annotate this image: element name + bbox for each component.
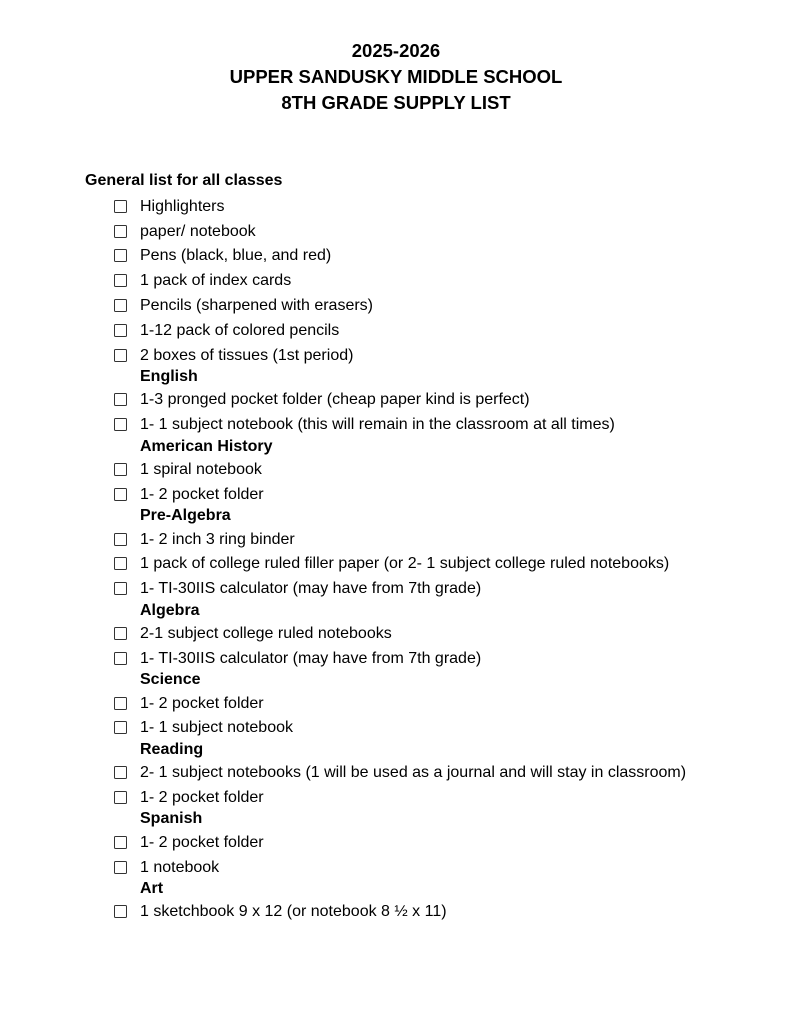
- section-heading-american-history: American History: [140, 437, 273, 455]
- checkbox[interactable]: [114, 418, 127, 431]
- item-label: 2-1 subject college ruled notebooks: [140, 625, 392, 643]
- checkbox[interactable]: [114, 393, 127, 406]
- item-label: Highlighters: [140, 197, 225, 215]
- list-item: [114, 900, 774, 925]
- item-label: 1- TI-30IIS calculator (may have from 7th grade): [140, 649, 482, 667]
- document-title: [0, 38, 792, 116]
- checkbox[interactable]: [114, 905, 127, 918]
- item-label: 2 boxes of tissues (1st period): [140, 346, 354, 364]
- checkbox[interactable]: [114, 836, 127, 849]
- list-item: [114, 293, 774, 318]
- list-item: [114, 388, 774, 413]
- list-item: [114, 621, 774, 646]
- item-label: Pencils (sharpened with erasers): [140, 297, 373, 315]
- section-heading-spanish: Spanish: [140, 810, 203, 828]
- list-item: [114, 457, 774, 482]
- item-label: 1- 1 subject notebook: [140, 719, 293, 737]
- item-label: 1 sketchbook 9 x 12 (or notebook 8 ½ x 11): [140, 903, 447, 921]
- item-label: 1 notebook: [140, 858, 220, 876]
- item-label: 1- 2 pocket folder: [140, 789, 264, 807]
- item-label: 1-3 pronged pocket folder (cheap paper kind is perfect): [140, 391, 530, 409]
- checkbox[interactable]: [114, 225, 127, 238]
- list-item: [114, 482, 774, 507]
- list-item: [114, 576, 774, 601]
- list-item: [114, 318, 774, 343]
- list-item: [114, 194, 774, 219]
- item-label: 1- 2 pocket folder: [140, 485, 264, 503]
- list-item: [114, 552, 774, 577]
- checkbox[interactable]: [114, 652, 127, 665]
- checkbox[interactable]: [114, 533, 127, 546]
- list-item: [114, 268, 774, 293]
- checkbox[interactable]: [114, 274, 127, 287]
- list-item: [114, 830, 774, 855]
- checkbox[interactable]: [114, 791, 127, 804]
- list-item: [114, 716, 774, 741]
- title-year: 2025-2026: [351, 40, 441, 61]
- item-label: 1 pack of college ruled filler paper (or 2- 1 subject college ruled notebooks): [140, 555, 670, 573]
- list-item: [114, 646, 774, 671]
- checkbox[interactable]: [114, 200, 127, 213]
- checkbox[interactable]: [114, 349, 127, 362]
- checkbox[interactable]: [114, 488, 127, 501]
- title-school: UPPER SANDUSKY MIDDLE SCHOOL: [229, 66, 563, 87]
- checkbox[interactable]: [114, 249, 127, 262]
- checkbox[interactable]: [114, 861, 127, 874]
- item-label: 1- 2 pocket folder: [140, 694, 264, 712]
- item-label: 1-12 pack of colored pencils: [140, 321, 340, 339]
- section-heading-reading: Reading: [140, 740, 204, 758]
- item-label: 1- 2 inch 3 ring binder: [140, 530, 295, 548]
- checkbox[interactable]: [114, 299, 127, 312]
- checkbox[interactable]: [114, 766, 127, 779]
- list-item: [114, 219, 774, 244]
- item-label: 1- 2 pocket folder: [140, 833, 264, 851]
- list-item: [114, 691, 774, 716]
- section-heading-algebra: Algebra: [140, 601, 200, 619]
- checkbox[interactable]: [114, 582, 127, 595]
- item-label: 1- TI-30IIS calculator (may have from 7th grade): [140, 580, 482, 598]
- list-item: [114, 527, 774, 552]
- list-item: [114, 855, 774, 880]
- checkbox[interactable]: [114, 324, 127, 337]
- item-label: Pens (black, blue, and red): [140, 247, 332, 265]
- checkbox[interactable]: [114, 721, 127, 734]
- list-item: [114, 412, 774, 437]
- item-label: 1 spiral notebook: [140, 461, 262, 479]
- title-list: 8TH GRADE SUPPLY LIST: [281, 92, 511, 113]
- checkbox[interactable]: [114, 697, 127, 710]
- checkbox[interactable]: [114, 463, 127, 476]
- item-label: 1 pack of index cards: [140, 272, 292, 290]
- section-heading-english: English: [140, 368, 198, 386]
- checkbox[interactable]: [114, 557, 127, 570]
- list-item: [114, 343, 774, 368]
- item-label: paper/ notebook: [140, 222, 256, 240]
- item-label: 1- 1 subject notebook (this will remain in the classroom at all times): [140, 416, 615, 434]
- item-label: 2- 1 subject notebooks (1 will be used as a journal and will stay in classroom): [140, 764, 687, 782]
- general-section-heading: General list for all classes: [85, 172, 283, 189]
- section-heading-pre-algebra: Pre-Algebra: [140, 507, 231, 525]
- list-item: [114, 785, 774, 810]
- supply-list: [114, 194, 774, 924]
- list-item: [114, 244, 774, 269]
- section-heading-science: Science: [140, 671, 201, 689]
- section-heading-art: Art: [140, 880, 164, 898]
- checkbox[interactable]: [114, 627, 127, 640]
- list-item: [114, 760, 774, 785]
